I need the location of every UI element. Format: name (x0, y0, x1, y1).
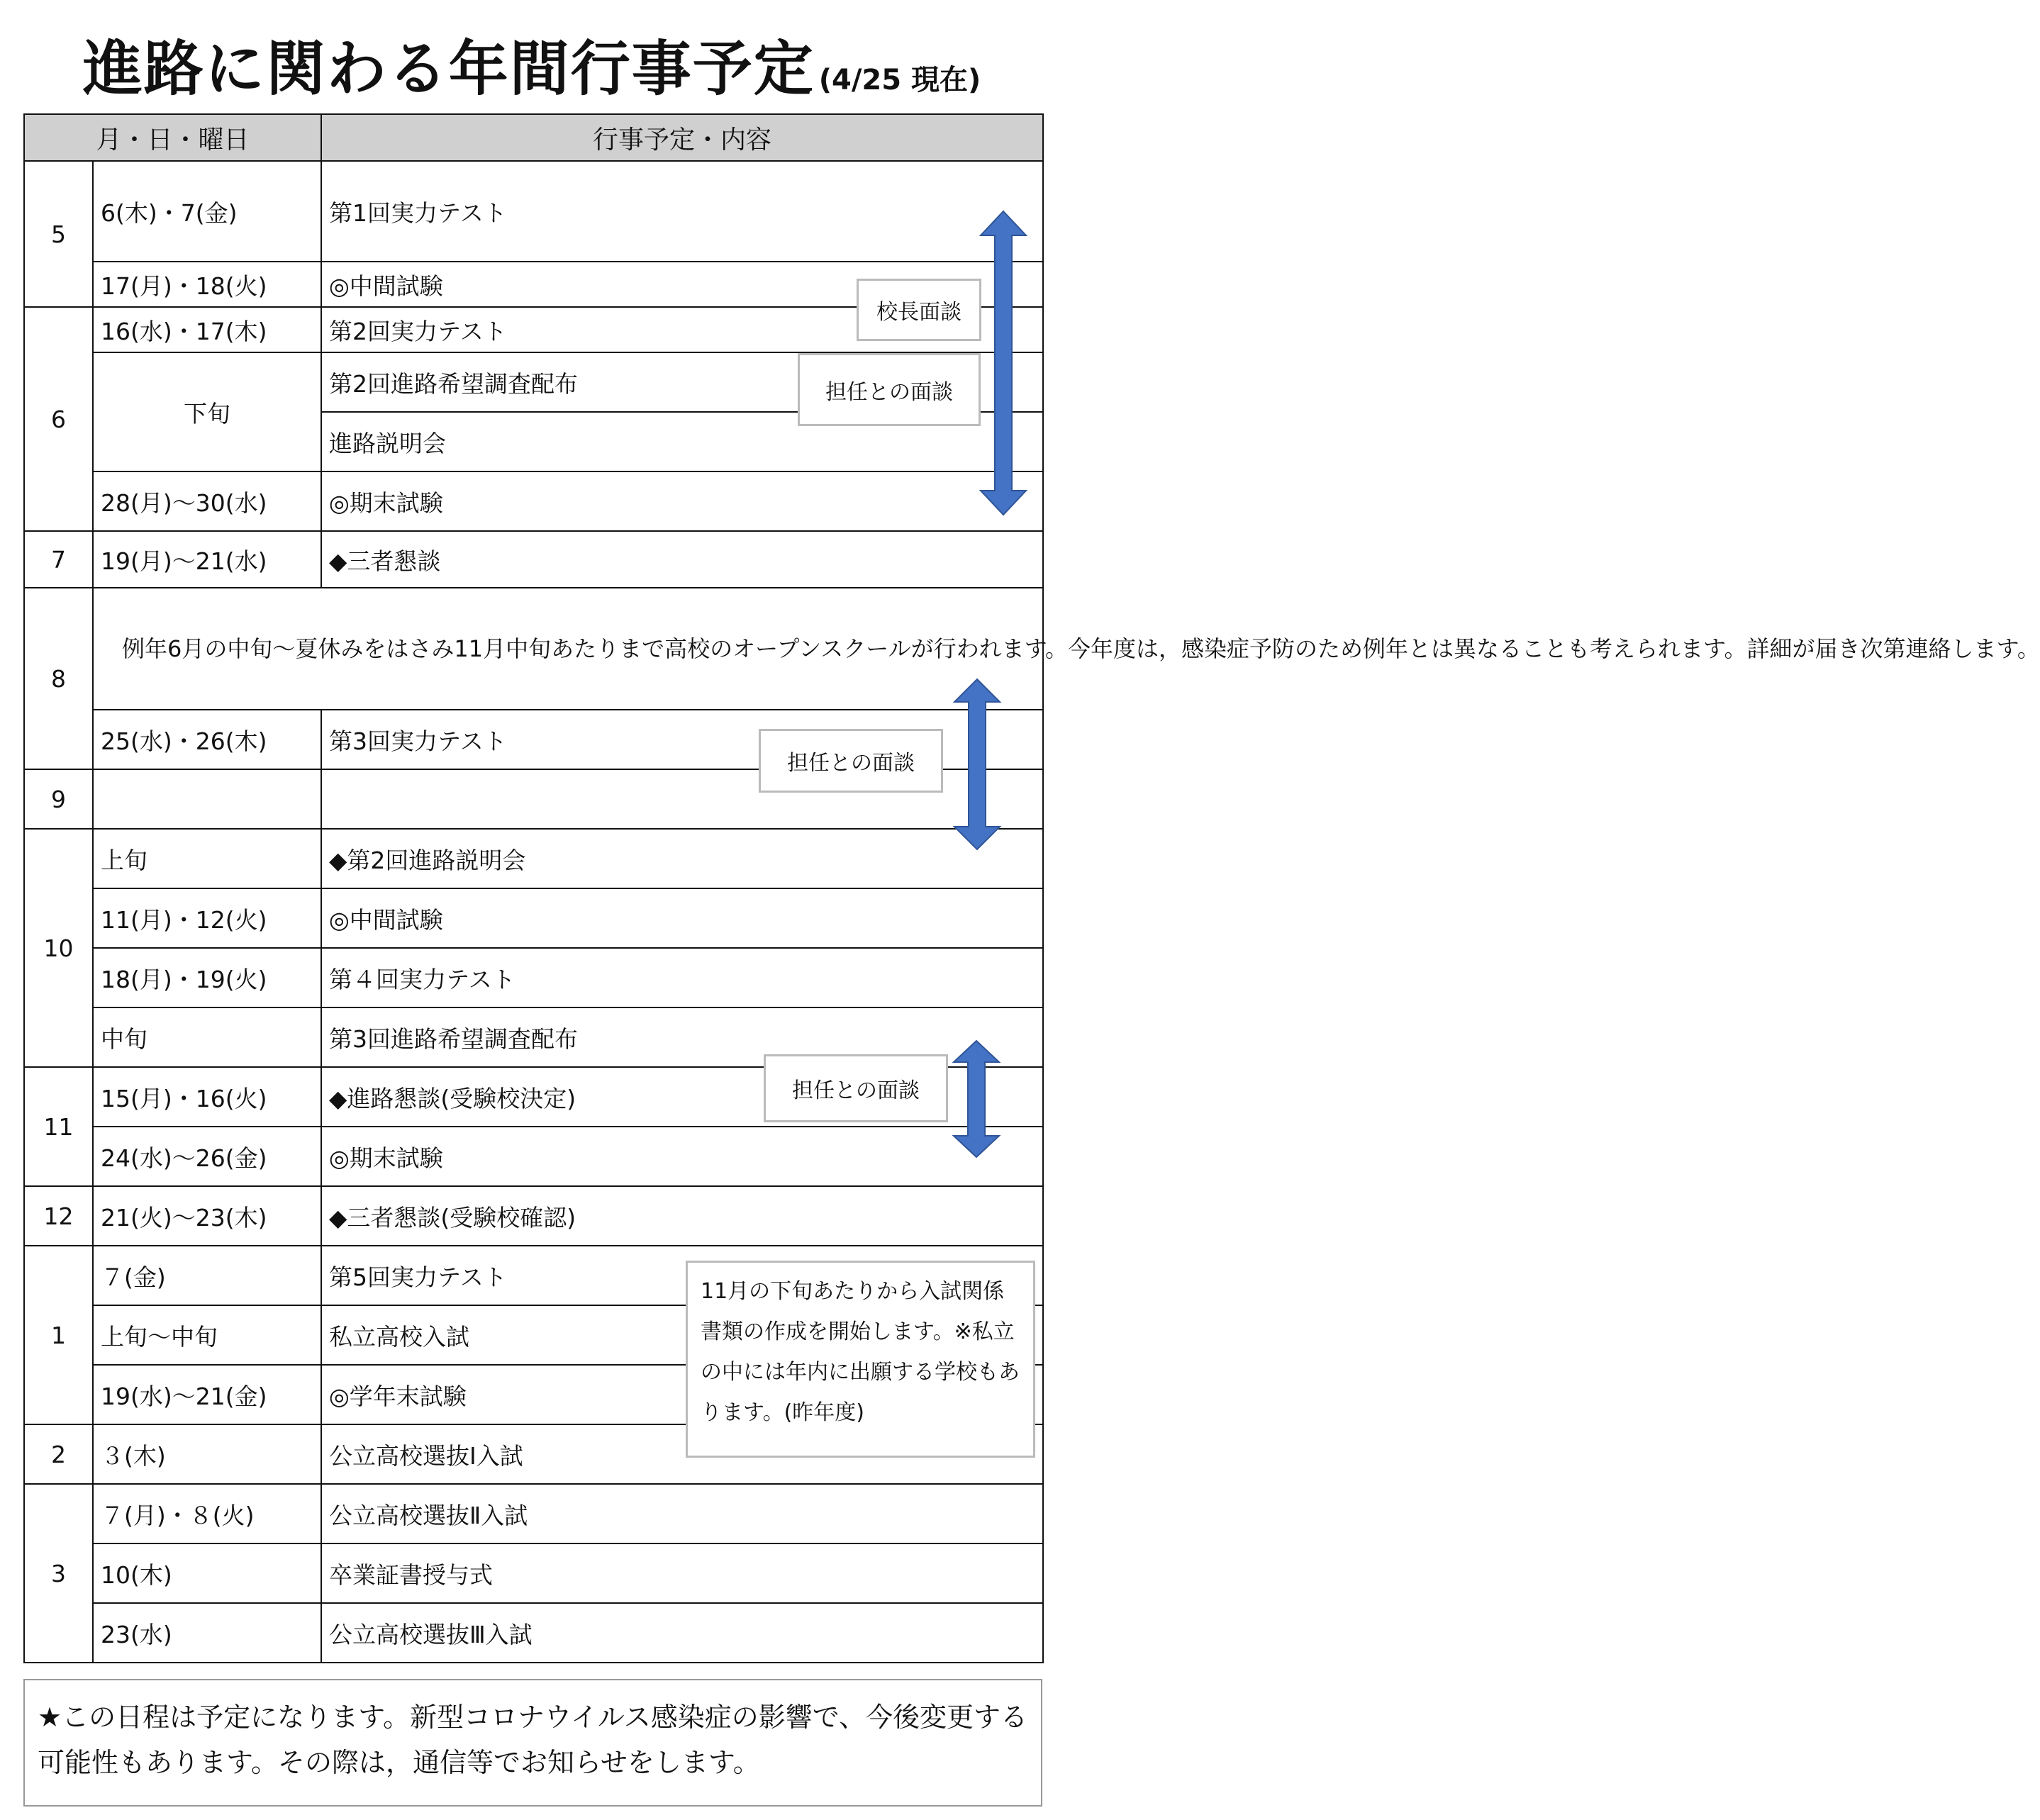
event-cell: 公立高校選抜Ⅰ入試 (321, 1424, 1043, 1484)
event-cell: 卒業証書授与式 (321, 1543, 1043, 1603)
event-cell: ◆三者懇談(受験校確認) (321, 1186, 1043, 1246)
page-title (0, 21, 1064, 107)
date-cell: 11(月)・12(火) (93, 888, 321, 948)
event-cell: ◎期末試験 (321, 471, 1043, 531)
month-cell: 11 (24, 1067, 93, 1186)
table-row (24, 471, 1043, 531)
month-cell: 3 (24, 1484, 93, 1663)
date-cell: 25(水)・26(木) (93, 710, 321, 769)
header-row (24, 114, 1043, 161)
table-row (24, 888, 1043, 948)
table-row (24, 1603, 1043, 1663)
double-arrow-icon (954, 679, 1000, 849)
event-cell: 第1回実力テスト (321, 161, 1043, 262)
event-cell: 第3回実力テスト (321, 710, 1043, 769)
event-cell: ◆三者懇談 (321, 531, 1043, 588)
event-cell: ◆第2回進路説明会 (321, 829, 1043, 888)
month-cell: 1 (24, 1246, 93, 1424)
date-cell: 16(水)・17(木) (93, 307, 321, 352)
date-cell: 15(月)・16(火) (93, 1067, 321, 1127)
month-cell: 9 (24, 769, 93, 829)
event-cell: 第3回進路希望調査配布 (321, 1007, 1043, 1067)
event-cell: 公立高校選抜Ⅱ入試 (321, 1484, 1043, 1543)
homeroom-interview-label: 担任との面談 (764, 1054, 948, 1122)
table-row (24, 161, 1043, 262)
principal-interview-label: 校長面談 (857, 279, 981, 341)
date-cell: 下旬 (93, 352, 321, 471)
application-docs-note: 11月の下旬あたりから入試関係書類の作成を開始します。※私立の中には年内に出願する学校もあります。(昨年度) (686, 1261, 1035, 1458)
table-row (24, 1543, 1043, 1603)
event-cell: ◎中間試験 (321, 262, 1043, 307)
open-school-note: 例年6月の中旬～夏休みをはさみ11月中旬あたりまで高校のオープンスクールが行われます。今年度は，感染症予防のため例年とは異なることも考えられます。詳細が届き次第連絡します。 (93, 588, 1043, 710)
table-row (24, 1484, 1043, 1543)
double-arrow-icon (954, 1041, 999, 1157)
table-row (24, 948, 1043, 1007)
event-cell: 第2回進路希望調査配布 (321, 352, 1043, 412)
event-cell: 私立高校入試 (321, 1305, 1043, 1365)
event-cell: ◎学年末試験 (321, 1365, 1043, 1424)
event-cell: ◎中間試験 (321, 888, 1043, 948)
month-cell: 10 (24, 829, 93, 1067)
table-row (24, 1186, 1043, 1246)
table-row (24, 1127, 1043, 1186)
month-cell: 12 (24, 1186, 93, 1246)
date-cell: 19(水)～21(金) (93, 1365, 321, 1424)
event-cell: 進路説明会 (321, 412, 1043, 471)
date-cell: ３(木) (93, 1424, 321, 1484)
date-cell: 6(木)・7(金) (93, 161, 321, 262)
event-cell: ◎期末試験 (321, 1127, 1043, 1186)
date-cell: ７(月)・８(火) (93, 1484, 321, 1543)
homeroom-interview-label: 担任との面談 (759, 729, 943, 793)
event-cell: 公立高校選抜Ⅲ入試 (321, 1603, 1043, 1663)
title-date-note: (4/25 現在) (818, 64, 981, 96)
date-cell: 18(月)・19(火) (93, 948, 321, 1007)
date-cell: 28(月)～30(水) (93, 471, 321, 531)
date-cell: 17(月)・18(火) (93, 262, 321, 307)
date-cell: 上旬 (93, 829, 321, 888)
date-cell: 24(水)～26(金) (93, 1127, 321, 1186)
double-arrow-icon (981, 211, 1026, 515)
table-row (24, 531, 1043, 588)
event-cell: ◆進路懇談(受験校決定) (321, 1067, 1043, 1127)
homeroom-interview-label: 担任との面談 (798, 353, 981, 426)
date-cell: 21(火)～23(木) (93, 1186, 321, 1246)
event-cell: 第2回実力テスト (321, 307, 1043, 352)
month-cell: 8 (24, 588, 93, 769)
header-date: 月・日・曜日 (24, 114, 321, 161)
event-cell: 第４回実力テスト (321, 948, 1043, 1007)
table-row (24, 829, 1043, 888)
date-cell: 19(月)～21(水) (93, 531, 321, 588)
month-cell: 2 (24, 1424, 93, 1484)
month-cell: 7 (24, 531, 93, 588)
header-event: 行事予定・内容 (321, 114, 1043, 161)
footer-note: ★この日程は予定になります。新型コロナウイルス感染症の影響で、今後変更する可能性もあります。その際は，通信等でお知らせをします。 (23, 1679, 1042, 1807)
date-cell: 10(木) (93, 1543, 321, 1603)
date-cell (93, 769, 321, 829)
date-cell: 23(水) (93, 1603, 321, 1663)
month-cell: 6 (24, 307, 93, 531)
month-cell: 5 (24, 161, 93, 307)
date-cell: 中旬 (93, 1007, 321, 1067)
event-cell: 第5回実力テスト (321, 1246, 1043, 1305)
date-cell: 上旬～中旬 (93, 1305, 321, 1365)
date-cell: ７(金) (93, 1246, 321, 1305)
title-main: 進路に関わる年間行事予定 (82, 34, 815, 104)
